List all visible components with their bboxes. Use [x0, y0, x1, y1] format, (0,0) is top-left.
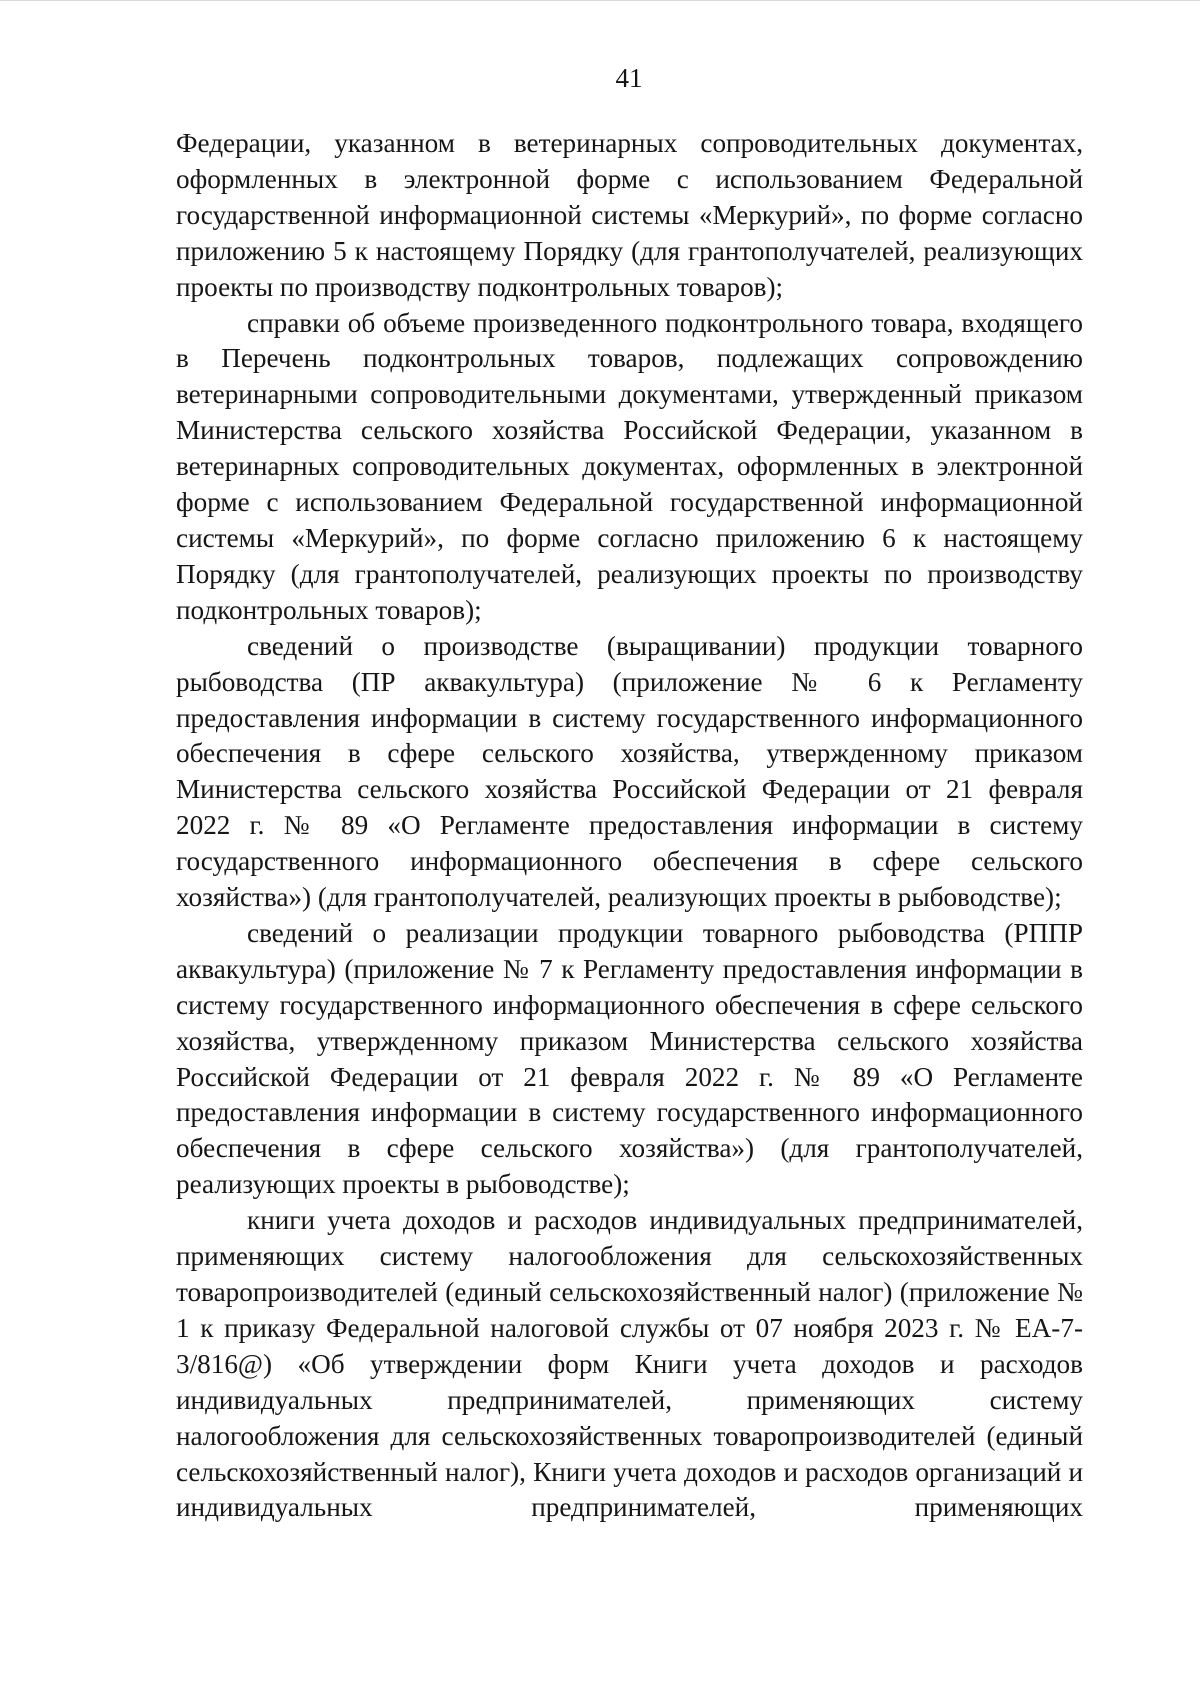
- page-number: 41: [615, 63, 643, 93]
- paragraph-income-book: книги учета доходов и расходов индивидуальных предпринимателей, применяющих систему налогообложения для сельскохозяйственных товаропроизводителей (единый сельскохозяйственный налог) (приложение № 1 к приказу Федеральной налоговой службы от 07 ноября 2023 г. № ЕА-7-3/816@) «Об утверждении форм Книги учета доходов и расходов индивидуальных предпринимателей, применяющих систему налогообложения для сельскохозяйственных товаропроизводителей (единый сельскохозяйственный налог), Книги учета доходов и расходов организаций и индивидуальных предпринимателей, применяющих: [176, 1205, 1083, 1523]
- document-body: [176, 126, 1083, 1526]
- paragraph-continuation: Федерации, указанном в ветеринарных сопроводительных документах, оформленных в электронной форме с использованием Федеральной государственной информационной системы «Меркурий», по форме согласно приложению 5 к настоящему Порядку (для грантополучателей, реализующих проекты по производству подконтрольных товаров);: [176, 128, 1083, 302]
- paragraph-reference-certificate: справки об объеме произведенного подконтрольного товара, входящего в Перечень подконтрольных товаров, подлежащих сопровождению ветеринарными сопроводительными документами, утвержденный приказом Министерства сельского хозяйства Российской Федерации, указанном в ветеринарных сопроводительных документах, оформленных в электронной форме с использованием Федеральной государственной информационной системы «Меркурий», по форме согласно приложению 6 к настоящему Порядку (для грантополучателей, реализующих проекты по производству подконтрольных товаров);: [176, 307, 1083, 625]
- paragraph-fish-production: сведений о производстве (выращивании) продукции товарного рыбоводства (ПР аквакультура) (приложение № 6 к Регламенту предоставления информации в систему государственного информационного обеспечения в сфере сельского хозяйства, утвержденному приказом Министерства сельского хозяйства Российской Федерации от 21 февраля 2022 г. № 89 «О Регламенте предоставления информации в систему государственного информационного обеспечения в сфере сельского хозяйства») (для грантополучателей, реализующих проекты в рыбоводстве);: [176, 630, 1083, 913]
- paragraph-fish-sales: сведений о реализации продукции товарного рыбоводства (РППР аквакультура) (приложение № 7 к Регламенту предоставления информации в систему государственного информационного обеспечения в сфере сельского хозяйства, утвержденному приказом Министерства сельского хозяйства Российской Федерации от 21 февраля 2022 г. № 89 «О Регламенте предоставления информации в систему государственного информационного обеспечения в сфере сельского хозяйства») (для грантополучателей, реализующих проекты в рыбоводстве);: [176, 917, 1083, 1200]
